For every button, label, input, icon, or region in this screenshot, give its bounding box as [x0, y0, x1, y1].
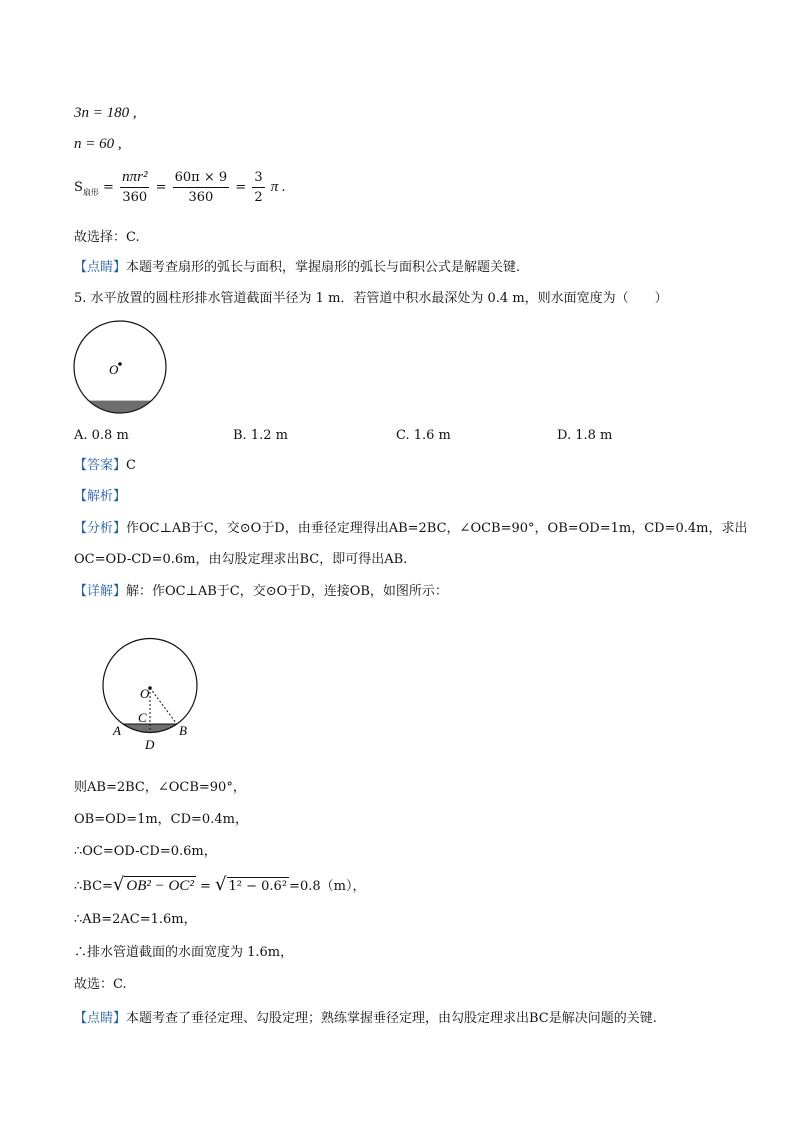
- segment-ob: [150, 688, 177, 724]
- radical-sign-2: √: [215, 874, 227, 895]
- label-c: C: [138, 710, 147, 725]
- frac3-numerator: 3: [252, 168, 264, 188]
- fenxi-text-1: 作OC⊥AB于C，交⊙O于D，由垂径定理得出AB=2BC，∠OCB=90°，OB=OD=1m，CD=0.4m，求出: [126, 521, 748, 536]
- pipe-circle: [74, 321, 166, 413]
- prev-choice: 故选择：C.: [74, 230, 140, 245]
- frac1-numerator: nπr²: [120, 168, 149, 188]
- analysis-tag: 【解析】: [74, 489, 127, 504]
- label-d: D: [145, 737, 155, 752]
- frac2-numerator: 60π × 9: [173, 168, 230, 188]
- step-4-post: =0.8（m），: [289, 879, 366, 894]
- detail-tag: 【详解】: [74, 584, 127, 599]
- formula-s-sub: 扇形: [82, 188, 99, 197]
- pipe-cross-section-figure: [70, 315, 170, 415]
- answer-line: [74, 457, 136, 475]
- fenxi-tag: 【分析】: [74, 521, 127, 536]
- label-o: O: [109, 362, 119, 377]
- prev-comment: [74, 259, 520, 277]
- detail-text: 解：作OC⊥AB于C，交⊙O于D，连接OB，如图所示：: [126, 584, 448, 599]
- step-4: [74, 876, 365, 896]
- formula-eq3: =: [235, 180, 247, 195]
- formula-tail: π .: [270, 179, 286, 195]
- detail-line: [74, 583, 448, 601]
- formula-s: S: [74, 180, 83, 195]
- step-5: ∴AB=2AC=1.6m，: [74, 912, 197, 927]
- equation-3n: 3n = 180 ,: [74, 105, 137, 121]
- formula-eq2: =: [155, 180, 167, 195]
- label-o-2: O: [140, 686, 150, 701]
- fenxi-line-1: [74, 520, 747, 538]
- formula-frac1: [120, 168, 149, 207]
- equation-n: n = 60 ,: [74, 136, 122, 152]
- option-b: B. 1.2 m: [233, 428, 288, 443]
- radical-sign-1: √: [112, 874, 125, 895]
- formula-frac3: [252, 168, 264, 207]
- answer-tag: 【答案】: [74, 458, 127, 473]
- prev-comment-tag: 【点睛】: [74, 260, 127, 275]
- formula-eq1: =: [103, 180, 114, 195]
- final-comment-tag: 【点睛】: [74, 1011, 127, 1026]
- option-c: C. 1.6 m: [396, 428, 451, 443]
- formula-frac2: [173, 168, 230, 207]
- step-4-pre: ∴BC=: [74, 879, 113, 894]
- step-3: ∴OC=OD-CD=0.6m，: [74, 844, 217, 859]
- label-b: B: [179, 723, 187, 738]
- frac2-denominator: 360: [188, 190, 214, 205]
- fenxi-line-2: OC=OD-CD=0.6m，由勾股定理求出BC，即可得出AB.: [74, 552, 408, 567]
- step-4-eq: =: [199, 879, 211, 894]
- question-5-text: 5. 水平放置的圆柱形排水管道截面半径为 1 m．若管道中积水最深处为 0.4 m，则水面宽度为（ ）: [74, 291, 668, 306]
- prev-comment-text: 本题考查扇形的弧长与面积，掌握扇形的弧长与面积公式是解题关键.: [126, 260, 521, 275]
- radicand-1: OB² − OC²: [126, 878, 194, 894]
- step-1: 则AB=2BC，∠OCB=90°，: [74, 780, 246, 795]
- center-point: [118, 362, 122, 366]
- final-comment-text: 本题考查了垂径定理、勾股定理；熟练掌握垂径定理，由勾股定理求出BC是解决问题的关键.: [126, 1011, 657, 1026]
- sector-area-formula: [74, 168, 286, 207]
- label-a: A: [113, 723, 121, 738]
- pipe-circle-2: [103, 639, 197, 733]
- frac3-denominator: 2: [254, 190, 263, 205]
- solution-figure: [100, 636, 210, 756]
- answer-value: C: [126, 458, 136, 473]
- frac1-denominator: 360: [122, 190, 148, 205]
- step-7: 故选：C.: [74, 977, 127, 992]
- step-6: ∴排水管道截面的水面宽度为 1.6m，: [74, 945, 294, 960]
- step-2: OB=OD=1m，CD=0.4m，: [74, 812, 248, 827]
- radicand-2: 1² − 0.6²: [228, 879, 288, 894]
- final-comment: [74, 1010, 657, 1028]
- option-d: D. 1.8 m: [557, 428, 613, 443]
- option-a: A. 0.8 m: [74, 428, 129, 443]
- water-segment: [89, 401, 151, 413]
